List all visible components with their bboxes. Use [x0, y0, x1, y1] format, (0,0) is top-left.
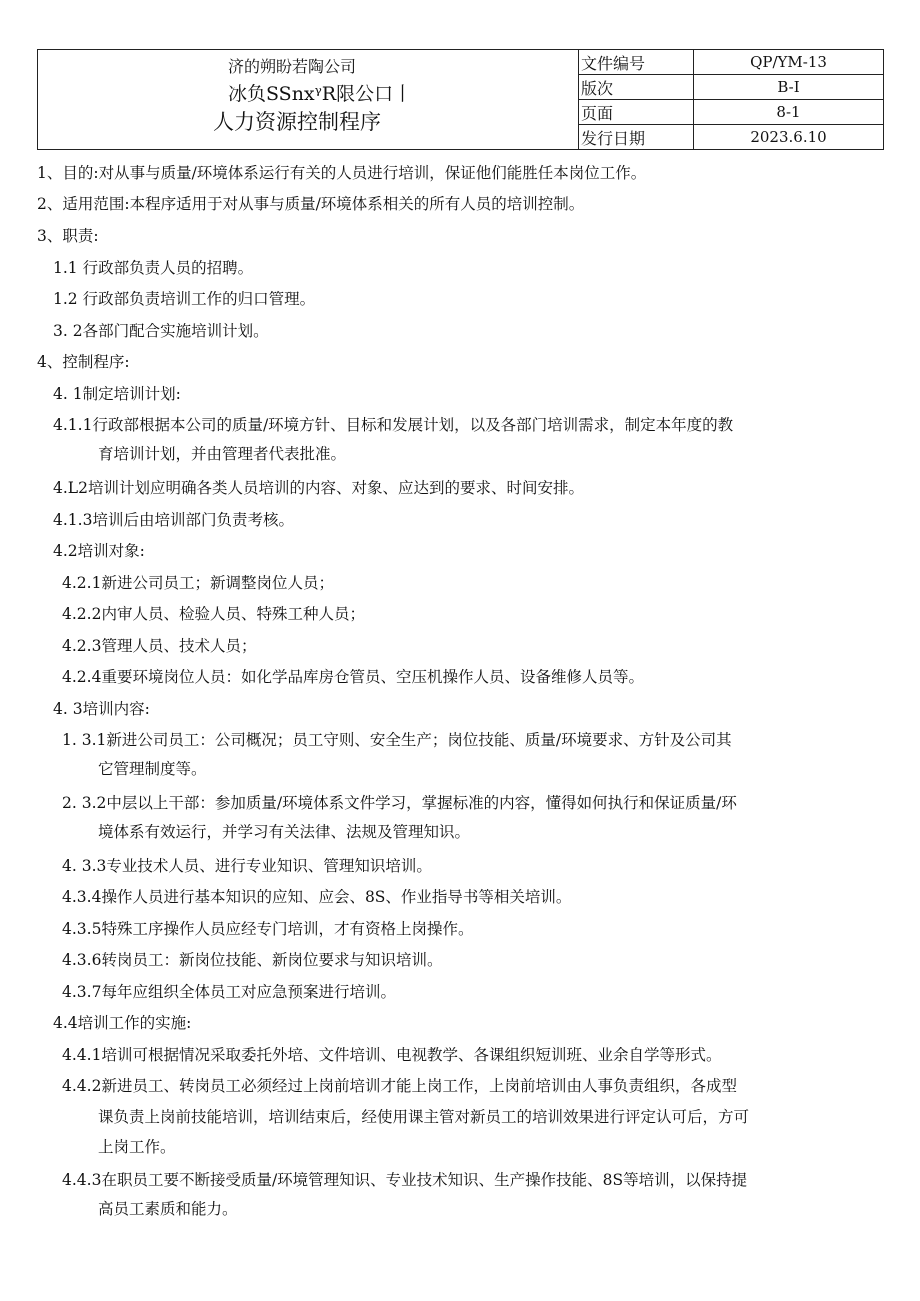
section-purpose: 1、目的:对从事与质量/环境体系运行有关的人员进行培训，保证他们能胜任本岗位工作。: [37, 164, 647, 182]
item-4-4: 4.4培训工作的实施:: [53, 1014, 192, 1032]
item-4-4-2: 4.4.2新进员工、转岗员工必须经过上岗前培训才能上岗工作，上岗前培训由人事负责组织，各成型: [62, 1077, 737, 1095]
company-name: 济的朔盼若陶公司: [228, 57, 357, 76]
item-4-4-3: 4.4.3在职员工要不断接受质量/环境管理知识、专业技术知识、生产操作技能、8S等培训，以保持提: [62, 1171, 748, 1189]
item-4-3-1-cont: 它管理制度等。: [98, 760, 207, 778]
item-4-1-2: 4.L2培训计划应明确各类人员培训的内容、对象、应达到的要求、时间安排。: [53, 479, 584, 497]
item-4-3-7: 4.3.7每年应组织全体员工对应急预案进行培训。: [62, 983, 396, 1001]
document-title: 人力资源控制程序: [213, 110, 381, 134]
item-4-4-2-cont2: 上岗工作。: [98, 1138, 176, 1156]
item-4-1-3: 4.1.3培训后由培训部门负责考核。: [53, 511, 294, 529]
doc-number-value: QP/YM-13: [694, 50, 884, 75]
company-cell: [38, 50, 579, 150]
page-value: 8-1: [694, 100, 884, 125]
issue-date-label: 发行日期: [579, 125, 694, 150]
document-header-table: [37, 49, 884, 150]
item-4-2-3: 4.2.3管理人员、技术人员；: [62, 637, 257, 655]
item-1-2: 1.2 行政部负责培训工作的归口管理。: [53, 290, 316, 308]
item-4-2-4: 4.2.4重要环境岗位人员：如化学品库房仓管员、空压机操作人员、设备维修人员等。: [62, 668, 644, 686]
item-4-3: 4. 3培训内容:: [53, 700, 150, 718]
item-4-3-2: 2. 3.2中层以上干部：参加质量/环境体系文件学习，掌握标准的内容，懂得如何执行和保证质量/环: [62, 794, 737, 812]
item-4-4-2-cont1: 课负责上岗前技能培训，培训结束后，经使用课主管对新员工的培训效果进行评定认可后，方可: [98, 1108, 750, 1126]
page-label: 页面: [579, 100, 694, 125]
item-4-3-1: 1. 3.1新进公司员工：公司概况；员工守则、安全生产；岗位技能、质量/环境要求、方针及公司其: [62, 731, 732, 749]
item-4-3-6: 4.3.6转岗员工：新岗位技能、新岗位要求与知识培训。: [62, 951, 443, 969]
issue-date-value: 2023.6.10: [694, 125, 884, 150]
item-4-2-2: 4.2.2内审人员、检验人员、特殊工种人员；: [62, 605, 365, 623]
item-4-3-2-cont: 境体系有效运行，并学习有关法律、法规及管理知识。: [98, 823, 471, 841]
revision-label: 版次: [579, 75, 694, 100]
item-4-3-4: 4.3.4操作人员进行基本知识的应知、应会、8S、作业指导书等相关培训。: [62, 888, 572, 906]
item-4-3-5: 4.3.5特殊工序操作人员应经专门培训，才有资格上岗操作。: [62, 920, 474, 938]
item-1-1: 1.1 行政部负责人员的招聘。: [53, 259, 254, 277]
item-4-1-1: 4.1.1行政部根据本公司的质量/环境方针、目标和发展计划，以及各部门培训需求，制定本年度的教: [53, 416, 734, 434]
item-4-4-3-cont: 高员工素质和能力。: [98, 1200, 238, 1218]
section-control-procedure: 4、控制程序:: [37, 353, 130, 371]
item-4-2: 4.2培训对象:: [53, 542, 145, 560]
item-4-2-1: 4.2.1新进公司员工；新调整岗位人员；: [62, 574, 334, 592]
section-scope: 2、适用范围:本程序适用于对从事与质量/环境体系相关的所有人员的培训控制。: [37, 195, 585, 213]
item-3-2: 3. 2各部门配合实施培训计划。: [53, 322, 269, 340]
section-responsibilities: 3、职责:: [37, 227, 99, 245]
revision-value: B-I: [694, 75, 884, 100]
item-4-3-3: 4. 3.3专业技术人员、进行专业知识、管理知识培训。: [62, 857, 432, 875]
item-4-1-1-cont: 育培训计划，并由管理者代表批准。: [98, 445, 347, 463]
item-4-1: 4. 1制定培训计划:: [53, 385, 181, 403]
item-4-4-1: 4.4.1培训可根据情况采取委托外培、文件培训、电视教学、各课组织短训班、业余自学等形式。: [62, 1046, 722, 1064]
doc-number-label: 文件编号: [579, 50, 694, 75]
company-name-secondary: 冰负SSnxᵞR限公口丨: [228, 83, 413, 105]
